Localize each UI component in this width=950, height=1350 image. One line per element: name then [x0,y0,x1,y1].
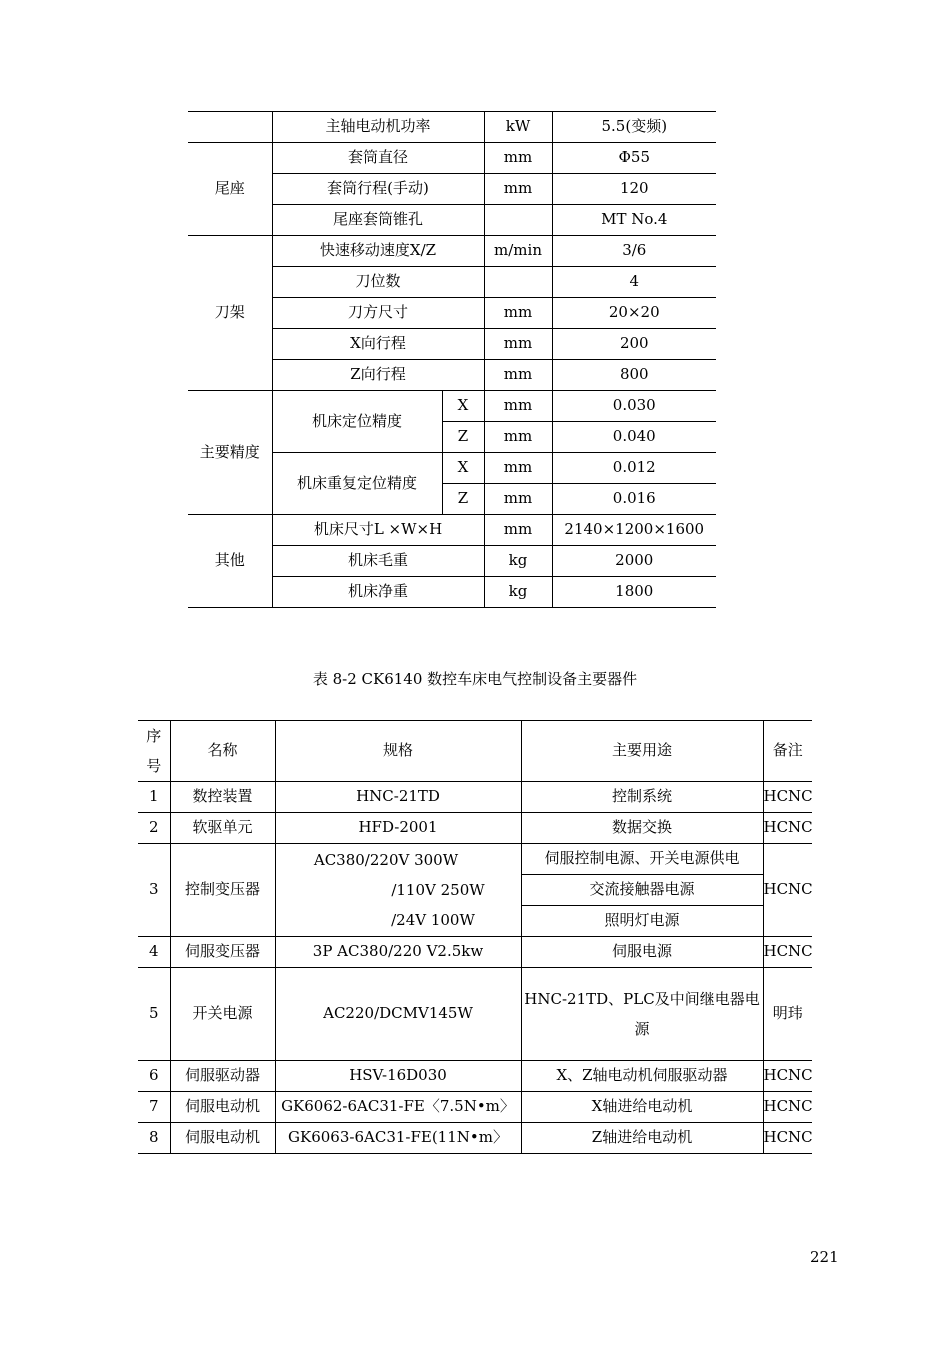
group-cell: 主要精度 [188,391,272,515]
note-cell: HCNC [763,813,812,844]
value-cell: Ф55 [552,143,716,174]
name-cell: 开关电源 [170,968,275,1061]
spec-line: /24V 100W [391,911,475,929]
note-cell: HCNC [763,937,812,968]
use-cell: 控制系统 [521,782,763,813]
unit-cell: mm [484,391,552,422]
unit-cell: mm [484,515,552,546]
value-cell: MT No.4 [552,205,716,236]
no-cell: 6 [138,1061,170,1092]
axis-cell: X [442,453,484,484]
value-cell: 3/6 [552,236,716,267]
unit-cell: mm [484,484,552,515]
header-no [138,721,170,782]
spec-cell: AC220/DCMV145W [275,968,521,1061]
unit-cell: m/min [484,236,552,267]
item-cell: 刀位数 [272,267,484,298]
spec-line: /110V 250W [391,881,485,899]
use-cell: 伺服控制电源、开关电源供电 [521,844,763,875]
value-cell: 4 [552,267,716,298]
group-cell: 刀架 [188,236,272,391]
unit-cell: kg [484,546,552,577]
spec-cell: HNC-21TD [275,782,521,813]
unit-cell: mm [484,329,552,360]
unit-cell [484,267,552,298]
header-no-line: 序 [146,727,162,745]
value-cell: 120 [552,174,716,205]
header-no-line: 号 [146,757,162,775]
item-cell: 机床定位精度 [272,391,442,453]
table-row [138,782,812,813]
unit-cell: kg [484,577,552,608]
item-cell: X向行程 [272,329,484,360]
value-cell: 2140×1200×1600 [552,515,716,546]
group-cell: 尾座 [188,143,272,236]
note-cell: HCNC [763,1123,812,1154]
use-cell: 数据交换 [521,813,763,844]
table-row [188,515,716,546]
table-row [138,968,812,1061]
value-cell: 200 [552,329,716,360]
no-cell: 2 [138,813,170,844]
item-cell: 尾座套筒锥孔 [272,205,484,236]
use-cell: X轴进给电动机 [521,1092,763,1123]
no-cell: 8 [138,1123,170,1154]
item-cell: 机床重复定位精度 [272,453,442,515]
unit-cell: mm [484,298,552,329]
value-cell: 0.030 [552,391,716,422]
table-row [188,112,716,143]
use-cell: Z轴进给电动机 [521,1123,763,1154]
item-cell: 主轴电动机功率 [272,112,484,143]
item-cell: 机床净重 [272,577,484,608]
no-cell: 4 [138,937,170,968]
name-cell: 伺服变压器 [170,937,275,968]
group-cell [188,112,272,143]
no-cell: 5 [138,968,170,1061]
note-cell: HCNC [763,782,812,813]
unit-cell: mm [484,360,552,391]
item-cell: 套筒直径 [272,143,484,174]
use-cell: X、Z轴电动机伺服驱动器 [521,1061,763,1092]
value-cell: 0.016 [552,484,716,515]
note-cell: HCNC [763,1092,812,1123]
axis-cell: X [442,391,484,422]
name-cell: 软驱单元 [170,813,275,844]
spec-cell: HSV-16D030 [275,1061,521,1092]
table-header-row [138,721,812,782]
value-cell: 800 [552,360,716,391]
unit-cell: mm [484,143,552,174]
note-cell: HCNC [763,844,812,937]
name-cell: 控制变压器 [170,844,275,937]
value-cell: 0.012 [552,453,716,484]
name-cell: 伺服电动机 [170,1123,275,1154]
item-cell: 套筒行程(手动) [272,174,484,205]
note-cell: HCNC [763,1061,812,1092]
header-spec: 规格 [275,721,521,782]
table-caption: 表 8-2 CK6140 数控车床电气控制设备主要器件 [312,670,638,688]
table-row [188,236,716,267]
table-row [138,844,812,875]
unit-cell [484,205,552,236]
parts-table [138,720,812,1154]
value-cell: 20×20 [552,298,716,329]
spec-cell: GK6062-6AC31-FE〈7.5N•m〉 [275,1092,521,1123]
table-row [188,143,716,174]
value-cell: 5.5(变频) [552,112,716,143]
page-number: 221 [810,1248,839,1266]
table-row [188,391,716,422]
no-cell: 7 [138,1092,170,1123]
item-cell: 机床尺寸L ×W×H [272,515,484,546]
table-row [138,813,812,844]
spec-line: AC380/220V 300W [313,851,459,869]
name-cell: 数控装置 [170,782,275,813]
spec-cell: HFD-2001 [275,813,521,844]
axis-cell: Z [442,422,484,453]
spec-cell: 3P AC380/220 V2.5kw [275,937,521,968]
spec-cell: GK6063-6AC31-FE(11N•m〉 [275,1123,521,1154]
use-cell: HNC-21TD、PLC及中间继电器电源 [521,968,763,1061]
item-cell: 机床毛重 [272,546,484,577]
header-note: 备注 [763,721,812,782]
group-cell: 其他 [188,515,272,608]
unit-cell: kW [484,112,552,143]
name-cell: 伺服电动机 [170,1092,275,1123]
table-row [138,1061,812,1092]
value-cell: 2000 [552,546,716,577]
table-row [138,937,812,968]
value-cell: 1800 [552,577,716,608]
table-row [138,1092,812,1123]
unit-cell: mm [484,174,552,205]
use-cell: 交流接触器电源 [521,875,763,906]
unit-cell: mm [484,453,552,484]
name-cell: 伺服驱动器 [170,1061,275,1092]
table-row [138,1123,812,1154]
spec-cell [275,844,521,937]
spec-table [188,111,716,608]
header-use: 主要用途 [521,721,763,782]
use-cell: 照明灯电源 [521,906,763,937]
item-cell: 快速移动速度X/Z [272,236,484,267]
item-cell: Z向行程 [272,360,484,391]
axis-cell: Z [442,484,484,515]
unit-cell: mm [484,422,552,453]
no-cell: 1 [138,782,170,813]
value-cell: 0.040 [552,422,716,453]
use-cell: 伺服电源 [521,937,763,968]
item-cell: 刀方尺寸 [272,298,484,329]
note-cell: 明玮 [763,968,812,1061]
header-name: 名称 [170,721,275,782]
no-cell: 3 [138,844,170,937]
